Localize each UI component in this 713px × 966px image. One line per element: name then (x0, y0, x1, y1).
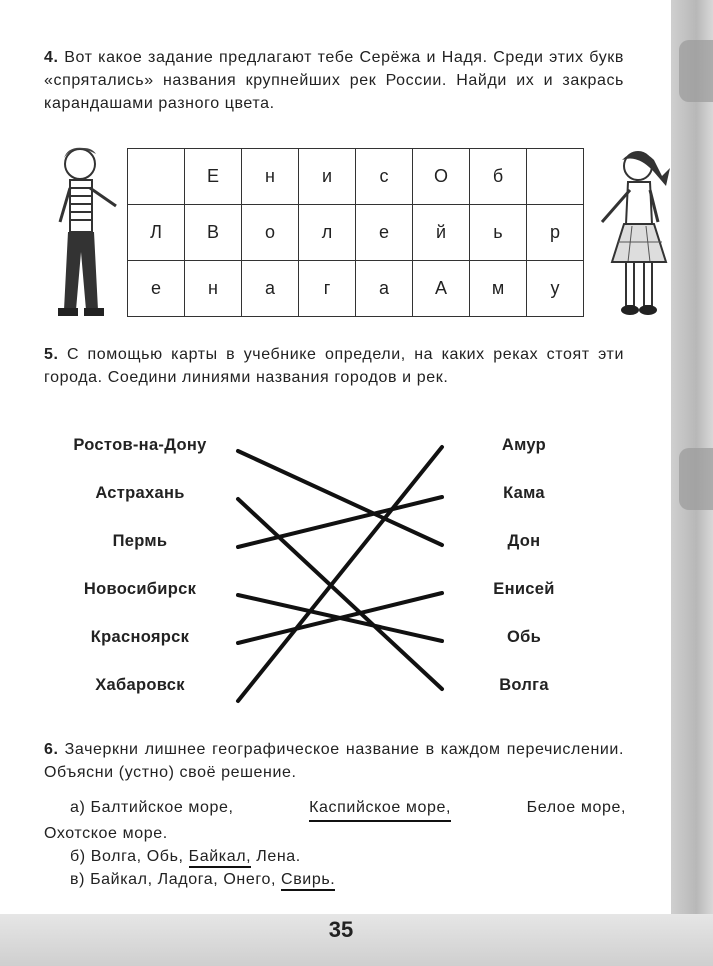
city-label: Хабаровск (95, 676, 185, 694)
answer-a-continued: Охотское море. (44, 825, 168, 842)
answer-c (44, 868, 626, 891)
river-label: Енисей (493, 580, 555, 598)
task-number: 6. (44, 741, 59, 758)
grid-cell[interactable]: н (185, 261, 242, 317)
connection-line (238, 451, 442, 545)
answer-text: в) Байкал, Ладога, Онего, (70, 871, 276, 888)
grid-cell[interactable]: а (242, 261, 299, 317)
grid-cell[interactable]: й (413, 205, 470, 261)
grid-cell[interactable]: О (413, 149, 470, 205)
city-label: Ростов-на-Дону (73, 436, 207, 454)
grid-cell[interactable]: л (299, 205, 356, 261)
grid-cell[interactable]: А (413, 261, 470, 317)
river-label: Кама (503, 484, 545, 502)
grid-cell[interactable]: е (356, 205, 413, 261)
task-number: 4. (44, 49, 59, 66)
answer-b (44, 845, 626, 868)
river-label: Дон (507, 532, 541, 550)
city-label: Астрахань (95, 484, 185, 502)
city-label: Красноярск (90, 628, 190, 646)
answer-text: б) Волга, Обь, (70, 848, 184, 865)
underlined-answer[interactable]: Каспийское море, (309, 796, 451, 822)
page-number: 35 (328, 917, 354, 942)
answer-text: Лена. (256, 848, 301, 865)
connection-line (238, 497, 442, 547)
grid-cell[interactable]: е (128, 261, 185, 317)
task-6-instructions (44, 738, 624, 784)
grid-cell[interactable]: Л (128, 205, 185, 261)
grid-cell[interactable]: у (527, 261, 584, 317)
river-label: Обь (506, 628, 542, 646)
grid-cell[interactable]: и (299, 149, 356, 205)
city-label: Новосибирск (83, 580, 197, 598)
grid-cell[interactable]: м (470, 261, 527, 317)
task-text: Вот какое задание предлагают тебе Серёжа и Надя. Среди этих букв «спрятались» названия крупнейших рек России. Найди их и закрась карандашами разного цвета. (44, 49, 624, 112)
task-number: 5. (44, 346, 59, 363)
river-label: Волга (499, 676, 549, 694)
grid-cell[interactable]: б (470, 149, 527, 205)
task-text: С помощью карты в учебнике определи, на каких реках стоят эти города. Соедини линиями названия городов и рек. (44, 346, 624, 386)
answer-text: Белое море, (526, 799, 626, 816)
grid-cell[interactable]: а (356, 261, 413, 317)
grid-cell[interactable]: Е (185, 149, 242, 205)
task-text: Зачеркни лишнее географическое название в каждом перечислении. Объясни (устно) своё решение. (44, 741, 625, 781)
grid-cell[interactable]: ь (470, 205, 527, 261)
task-6-answers (44, 796, 626, 891)
grid-cell[interactable]: н (242, 149, 299, 205)
underlined-answer[interactable]: Свирь. (281, 871, 335, 891)
grid-cell[interactable]: р (527, 205, 584, 261)
answer-text: а) Балтийское море, (70, 799, 234, 816)
river-label: Амур (501, 436, 547, 454)
grid-cell[interactable]: о (242, 205, 299, 261)
grid-cell[interactable]: с (356, 149, 413, 205)
answer-a (44, 796, 626, 822)
underlined-answer[interactable]: Байкал, (189, 848, 252, 868)
grid-cell[interactable]: В (185, 205, 242, 261)
grid-cell[interactable]: г (299, 261, 356, 317)
city-label: Пермь (112, 532, 168, 550)
